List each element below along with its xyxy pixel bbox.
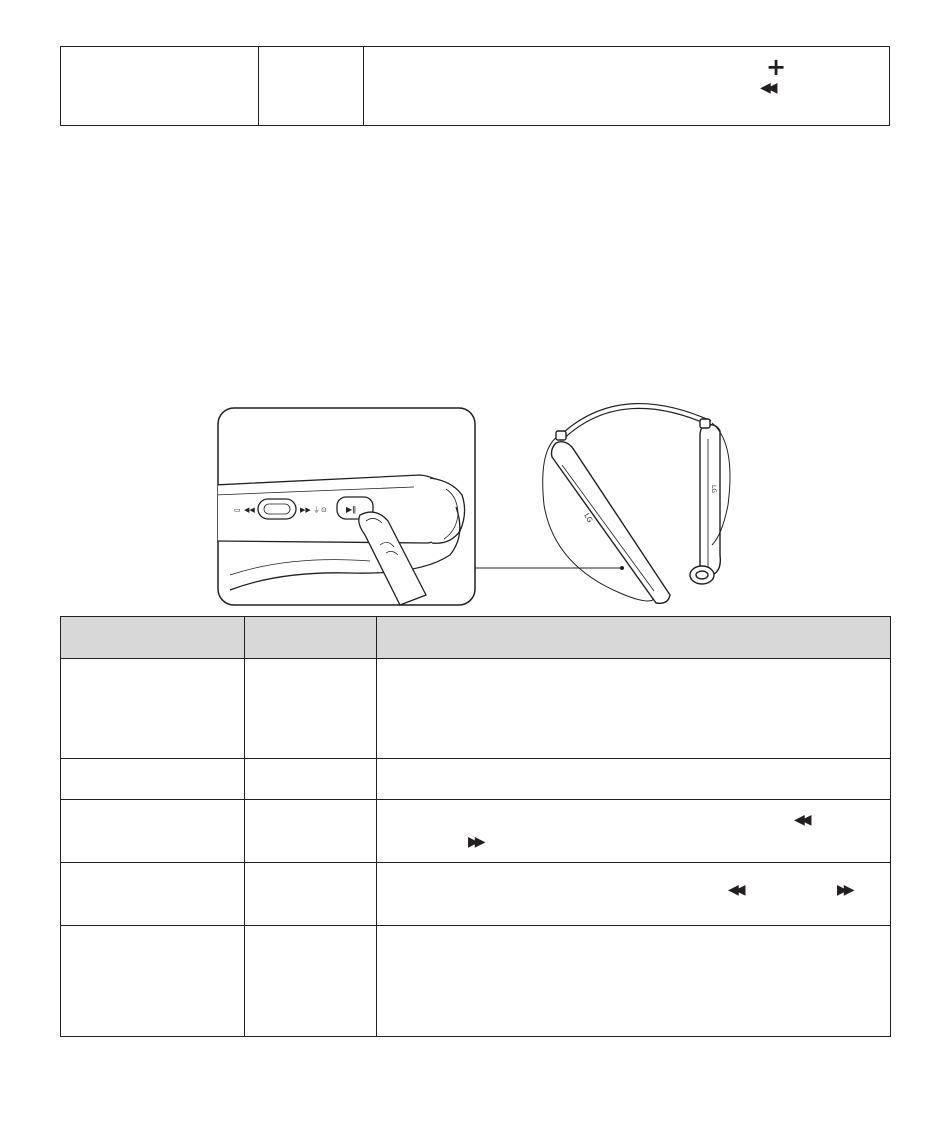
- table-row: [61, 760, 890, 799]
- headset-illustration-svg: [200, 395, 760, 620]
- row-divider: [61, 925, 890, 926]
- rewind-symbol: ◀◀: [244, 506, 255, 514]
- alarm-symbol: ⊙: [321, 506, 327, 514]
- top-table: [60, 46, 890, 126]
- forward-symbol: ▶▶: [300, 506, 311, 514]
- forward-icon: ▶▶: [468, 834, 482, 850]
- message-symbol: ▭: [234, 506, 241, 514]
- row-divider: [61, 758, 890, 759]
- table-row: [61, 801, 890, 862]
- plus-icon: +: [766, 53, 787, 81]
- row-divider: [61, 862, 890, 863]
- callout-dot: [620, 566, 624, 570]
- rewind-icon: ◀◀: [728, 882, 742, 898]
- forward-icon: ▶▶: [837, 882, 851, 898]
- headset-illustration: [200, 395, 760, 620]
- top-table-cell-1: [61, 47, 258, 125]
- row-divider: [61, 799, 890, 800]
- svg-text:LG: LG: [710, 485, 717, 493]
- table-row: [61, 927, 890, 1036]
- top-table-cell-3: [364, 47, 889, 125]
- mic-symbol: ⏚: [313, 506, 320, 514]
- svg-text:LG: LG: [582, 512, 594, 525]
- rewind-icon: ◀◀: [794, 812, 808, 828]
- neckband-headset: [543, 406, 730, 603]
- rewind-icon: ◀◀: [760, 80, 774, 96]
- table-header-row: [61, 617, 890, 659]
- play-pause-symbol: ▶ǁ: [346, 505, 357, 514]
- table-row: [61, 660, 890, 758]
- top-table-cell-2: [259, 47, 363, 125]
- main-table: [60, 616, 891, 1037]
- table-row: [61, 864, 890, 925]
- button-closeup: [214, 408, 475, 605]
